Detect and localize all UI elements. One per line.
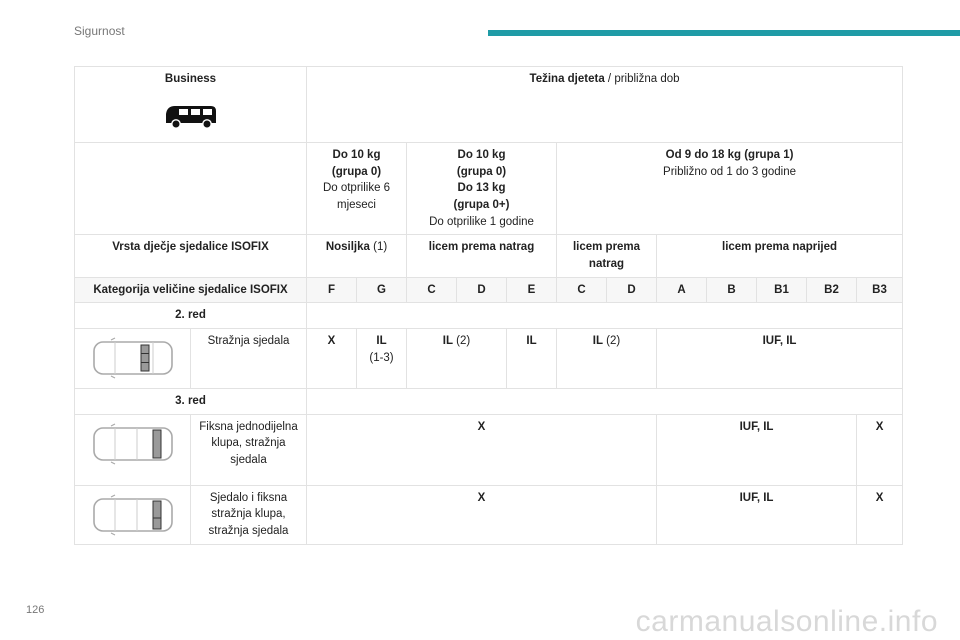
row-3-seat-a-diagram-cell (75, 414, 191, 485)
size-category-b2: B2 (807, 277, 857, 303)
row-3-seat-b-label: Sjedalo i fiksna stražnja klupa, stražnja sjedala (191, 485, 307, 544)
row-3-seat-a-label: Fiksna jednodijelna klupa, stražnja sjedala (191, 414, 307, 485)
type-nosiljka: Nosiljka (325, 241, 370, 254)
isofix-type-row (75, 235, 903, 277)
row-2-g-note: (1-3) (369, 351, 394, 364)
page-number: 126 (26, 604, 45, 616)
type-rear-facing-2: licem prema natrag (557, 235, 657, 277)
size-category-b3: B3 (857, 277, 903, 303)
row-2-cd-note: (2) (452, 335, 471, 348)
row-2-seat-row (75, 329, 903, 389)
size-category-label: Kategorija veličine sjedalice ISOFIX (75, 277, 307, 303)
size-category-e: E (507, 277, 557, 303)
van-icon (163, 102, 219, 130)
row-3-seat-a-b3-value: X (857, 414, 903, 485)
weight-header-bold: Težina djeteta (529, 73, 605, 85)
group-0plus-group-1: (grupa 0) (456, 165, 507, 178)
group-0plus-age: Do otprilike 1 godine (429, 215, 534, 228)
car-bench-row3-icon (91, 423, 175, 465)
corner-cell (75, 67, 307, 143)
row-2-fg-value: X (307, 329, 357, 389)
vehicle-version-label: Business (164, 73, 217, 85)
type-nosiljka-cell (307, 235, 407, 277)
type-nosiljka-note: (1) (369, 241, 388, 254)
car-seat-row2-icon (91, 337, 175, 379)
group-empty-cell (75, 143, 307, 235)
row-2-heading-empty (307, 303, 903, 329)
row-3-seat-b-rear-value: X (307, 485, 657, 544)
group-0plus-group-2: (grupa 0+) (453, 199, 510, 212)
weight-header-rest: / približna dob (604, 73, 680, 85)
weight-header-cell (307, 67, 903, 143)
row-2-cd-cell (407, 329, 507, 389)
car-seat-bench-row3-icon (91, 494, 175, 536)
table-header-row (75, 67, 903, 143)
group-0plus-weight-1: Do 10 kg (457, 149, 506, 161)
size-category-c2: C (557, 277, 607, 303)
row-2-seat-diagram-cell (75, 329, 191, 389)
group-0-group: (grupa 0) (331, 165, 382, 178)
row-3-seat-b-row (75, 485, 903, 544)
watermark: carmanualsonline.info (635, 605, 938, 638)
row-3-seat-b-diagram-cell (75, 485, 191, 544)
size-category-d2: D (607, 277, 657, 303)
type-forward-facing: licem prema naprijed (657, 235, 903, 277)
size-category-b: B (707, 277, 757, 303)
row-3-seat-a-rear-value: X (307, 414, 657, 485)
group-row (75, 143, 903, 235)
row-2-g-value: IL (376, 335, 387, 348)
size-category-d: D (457, 277, 507, 303)
isofix-table (74, 66, 903, 545)
row-2-cd2-note: (2) (602, 335, 621, 348)
row-2-heading-row (75, 303, 903, 329)
row-2-seat-label: Stražnja sjedala (191, 329, 307, 389)
group-0plus-cell (407, 143, 557, 235)
row-3-seat-a-row (75, 414, 903, 485)
row-2-e-value: IL (507, 329, 557, 389)
size-category-a: A (657, 277, 707, 303)
size-category-g: G (357, 277, 407, 303)
row-3-seat-b-forward-value: IUF, IL (657, 485, 857, 544)
row-3-seat-b-b3-value: X (857, 485, 903, 544)
isofix-type-label: Vrsta dječje sjedalice ISOFIX (75, 235, 307, 277)
type-rear-facing-1: licem prema natrag (407, 235, 557, 277)
row-2-cd2-value: IL (592, 335, 603, 348)
group-1-cell (557, 143, 903, 235)
group-0-age: Do otprilike 6 mjeseci (322, 182, 391, 212)
group-0-cell (307, 143, 407, 235)
group-0plus-weight-2: Do 13 kg (457, 182, 506, 195)
row-2-heading: 2. red (75, 303, 307, 329)
section-title: Sigurnost (74, 24, 125, 38)
header-accent-bar (488, 30, 960, 36)
row-2-cd-value: IL (442, 335, 453, 348)
group-1-title: Od 9 do 18 kg (grupa 1) (665, 149, 794, 161)
row-3-heading: 3. red (75, 389, 307, 415)
size-category-f: F (307, 277, 357, 303)
row-2-forward-value: IUF, IL (657, 329, 903, 389)
size-category-b1: B1 (757, 277, 807, 303)
size-category-row (75, 277, 903, 303)
size-category-c: C (407, 277, 457, 303)
row-2-g-cell (357, 329, 407, 389)
row-3-heading-empty (307, 389, 903, 415)
row-3-heading-row (75, 389, 903, 415)
group-0-weight: Do 10 kg (332, 149, 381, 161)
group-1-age: Približno od 1 do 3 godine (663, 165, 797, 178)
row-3-seat-a-forward-value: IUF, IL (657, 414, 857, 485)
row-2-cd2-cell (557, 329, 657, 389)
